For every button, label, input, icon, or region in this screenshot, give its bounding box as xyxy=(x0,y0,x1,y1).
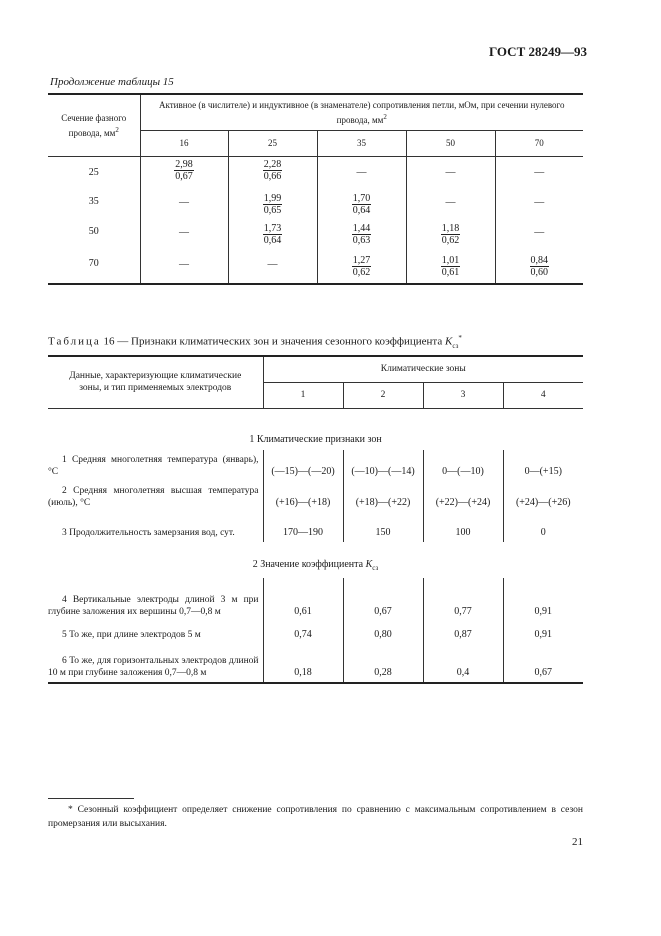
resistance-cell xyxy=(228,254,317,284)
dash: — xyxy=(534,197,545,208)
zone-value: 0—(—10) xyxy=(423,450,503,481)
footnote: * Сезонный коэффициент определяет снижение сопротивления по сравнению с максимальным сопротивлением в сезон промерзания или высыхания. xyxy=(48,805,583,829)
table-row xyxy=(48,578,583,621)
table-15 xyxy=(48,93,583,285)
inductive-resistance: 0,60 xyxy=(530,267,548,278)
resistance-cell xyxy=(228,192,317,222)
active-resistance: 1,70 xyxy=(352,193,371,204)
fraction xyxy=(352,223,372,246)
resistance-cell xyxy=(495,222,583,254)
resistance-cell xyxy=(140,222,228,254)
dash: — xyxy=(445,166,456,178)
active-resistance: 2,98 xyxy=(175,158,193,170)
row-label: 5 То же, при длине электродов 5 м xyxy=(62,630,201,640)
dash: — xyxy=(179,197,189,208)
resistance-cell xyxy=(317,222,406,254)
zone-value: 0,67 xyxy=(503,644,583,683)
table-16 xyxy=(48,355,583,684)
table-row xyxy=(48,644,583,683)
zone-value: 0—(+15) xyxy=(503,450,583,481)
table-row xyxy=(48,192,583,222)
zone-value: (+24)—(+26) xyxy=(503,481,583,512)
row-section: 25 xyxy=(88,166,99,178)
page-number: 21 xyxy=(572,836,583,848)
inductive-resistance: 0,62 xyxy=(352,267,371,278)
resistance-cell xyxy=(228,222,317,254)
resistance-cell xyxy=(140,156,228,192)
row-label: 4 Вертикальные электроды длиной 3 м при глубине заложения их вершины 0,7—0,8 м xyxy=(48,595,259,617)
resistance-cell xyxy=(406,222,495,254)
inductive-resistance: 0,63 xyxy=(352,235,371,246)
zone-value: (+18)—(+22) xyxy=(343,481,423,512)
resistance-cell xyxy=(406,156,495,192)
table-row xyxy=(48,481,583,512)
fraction xyxy=(441,223,461,246)
dash: — xyxy=(445,197,456,208)
col-header-data: Данные, характеризующие климатические зоны, и тип применяемых электродов xyxy=(48,356,263,408)
active-resistance: 1,99 xyxy=(263,193,282,204)
zone-value: 0,61 xyxy=(263,578,343,621)
resistance-cell xyxy=(140,192,228,222)
zone-value: 0 xyxy=(503,512,583,542)
zone-value: 0,74 xyxy=(263,621,343,644)
zone-value: 100 xyxy=(423,512,503,542)
resistance-cell xyxy=(406,254,495,284)
zone-value: (—15)—(—20) xyxy=(263,450,343,481)
fraction xyxy=(263,223,283,246)
active-resistance: 2,28 xyxy=(263,158,282,170)
resistance-cell xyxy=(317,192,406,222)
fraction xyxy=(352,193,372,216)
group-header-resistance: Активное (в числителе) и индуктивное (в знаменателе) сопротивления петли, мОм, при сечении нулевого провода, $мм^2$ xyxy=(140,94,583,130)
row-section: 50 xyxy=(88,226,99,237)
resistance-cell xyxy=(495,254,583,284)
resistance-cell xyxy=(406,192,495,222)
table-row xyxy=(48,222,583,254)
zone-value: 0,87 xyxy=(423,621,503,644)
section-title xyxy=(48,542,583,578)
col-header-section: Сечение фазного провода, $мм^2$ xyxy=(48,94,140,156)
fraction xyxy=(441,255,461,278)
resistance-cell xyxy=(140,254,228,284)
zone-value: 0,77 xyxy=(423,578,503,621)
row-section: 70 xyxy=(88,258,99,269)
col-header-neutral-4: 70 xyxy=(495,130,583,156)
zone-value: 170—190 xyxy=(263,512,343,542)
group-header-zones: Климатические зоны xyxy=(263,356,583,382)
zone-value: (—10)—(—14) xyxy=(343,450,423,481)
col-header-neutral-1: 25 xyxy=(228,130,317,156)
dash: — xyxy=(534,227,545,238)
active-resistance: 1,27 xyxy=(352,255,371,266)
col-header-neutral-0: 16 xyxy=(140,130,228,156)
zone-value: 0,91 xyxy=(503,578,583,621)
section-subscript: сз xyxy=(372,564,379,572)
section-symbol: K xyxy=(365,559,373,570)
inductive-resistance: 0,61 xyxy=(441,267,460,278)
section-text: 2 Значение коэффициента xyxy=(252,559,366,570)
inductive-resistance: 0,62 xyxy=(441,235,460,246)
dash: — xyxy=(267,259,278,270)
section-title: 1 Климатические признаки зон xyxy=(249,434,382,445)
zone-value: 0,67 xyxy=(343,578,423,621)
zone-header-1: 1 xyxy=(263,382,343,408)
table-row xyxy=(48,156,583,192)
standard-header: ГОСТ 28249—93 xyxy=(488,44,587,59)
inductive-resistance: 0,67 xyxy=(175,170,193,182)
table-row xyxy=(48,512,583,542)
row-label: 1 Средняя многолетняя температура (январь), °С xyxy=(48,455,259,477)
zone-value: 150 xyxy=(343,512,423,542)
active-resistance: 1,18 xyxy=(441,223,460,234)
section-row xyxy=(48,408,583,450)
zone-value: 0,91 xyxy=(503,621,583,644)
section-row xyxy=(48,542,583,578)
dash: — xyxy=(356,166,367,178)
zone-value: 0,4 xyxy=(423,644,503,683)
row-label: 2 Средняя многолетняя высшая температура (июль), °С xyxy=(48,486,259,508)
zone-header-2: 2 xyxy=(343,382,423,408)
resistance-cell xyxy=(317,254,406,284)
row-section: 35 xyxy=(88,196,99,207)
zone-value: (+16)—(+18) xyxy=(263,481,343,512)
active-resistance: 1,44 xyxy=(352,223,371,234)
resistance-cell xyxy=(495,192,583,222)
resistance-cell xyxy=(495,156,583,192)
inductive-resistance: 0,65 xyxy=(263,205,282,216)
zone-value: (+22)—(+24) xyxy=(423,481,503,512)
inductive-resistance: 0,64 xyxy=(352,205,371,216)
table-row xyxy=(48,254,583,284)
fraction xyxy=(263,159,283,182)
zone-value: 0,80 xyxy=(343,621,423,644)
inductive-resistance: 0,64 xyxy=(263,235,282,246)
dash: — xyxy=(179,227,189,238)
col-header-neutral-2: 35 xyxy=(317,130,406,156)
dash: — xyxy=(534,166,545,178)
active-resistance: 1,73 xyxy=(263,223,282,234)
active-resistance: 0,84 xyxy=(530,255,548,266)
resistance-cell xyxy=(317,156,406,192)
zone-header-4: 4 xyxy=(503,382,583,408)
active-resistance: 1,01 xyxy=(441,255,460,266)
zone-header-3: 3 xyxy=(423,382,503,408)
inductive-resistance: 0,66 xyxy=(263,170,282,182)
row-label: 3 Продолжительность замерзания вод, сут. xyxy=(62,528,235,538)
resistance-cell xyxy=(228,156,317,192)
zone-value: 0,28 xyxy=(343,644,423,683)
fraction xyxy=(174,159,194,182)
footnote-rule xyxy=(48,798,134,799)
row-label: 6 То же, для горизонтальных электродов длиной 10 м при глубине заложения 0,7—0,8 м xyxy=(48,656,259,678)
fraction xyxy=(530,255,550,278)
col-header-neutral-3: 50 xyxy=(406,130,495,156)
zone-value: 0,18 xyxy=(263,644,343,683)
table-row xyxy=(48,450,583,481)
table-16-caption: Таблица 16 — Признаки климатических зон и значения сезонного коэффициента $K_{сз}^*$ xyxy=(48,334,462,350)
table-row xyxy=(48,621,583,644)
table-continuation-label: Продолжение таблицы 15 xyxy=(50,76,174,88)
fraction xyxy=(352,255,372,278)
dash: — xyxy=(179,259,189,270)
fraction xyxy=(263,193,283,216)
